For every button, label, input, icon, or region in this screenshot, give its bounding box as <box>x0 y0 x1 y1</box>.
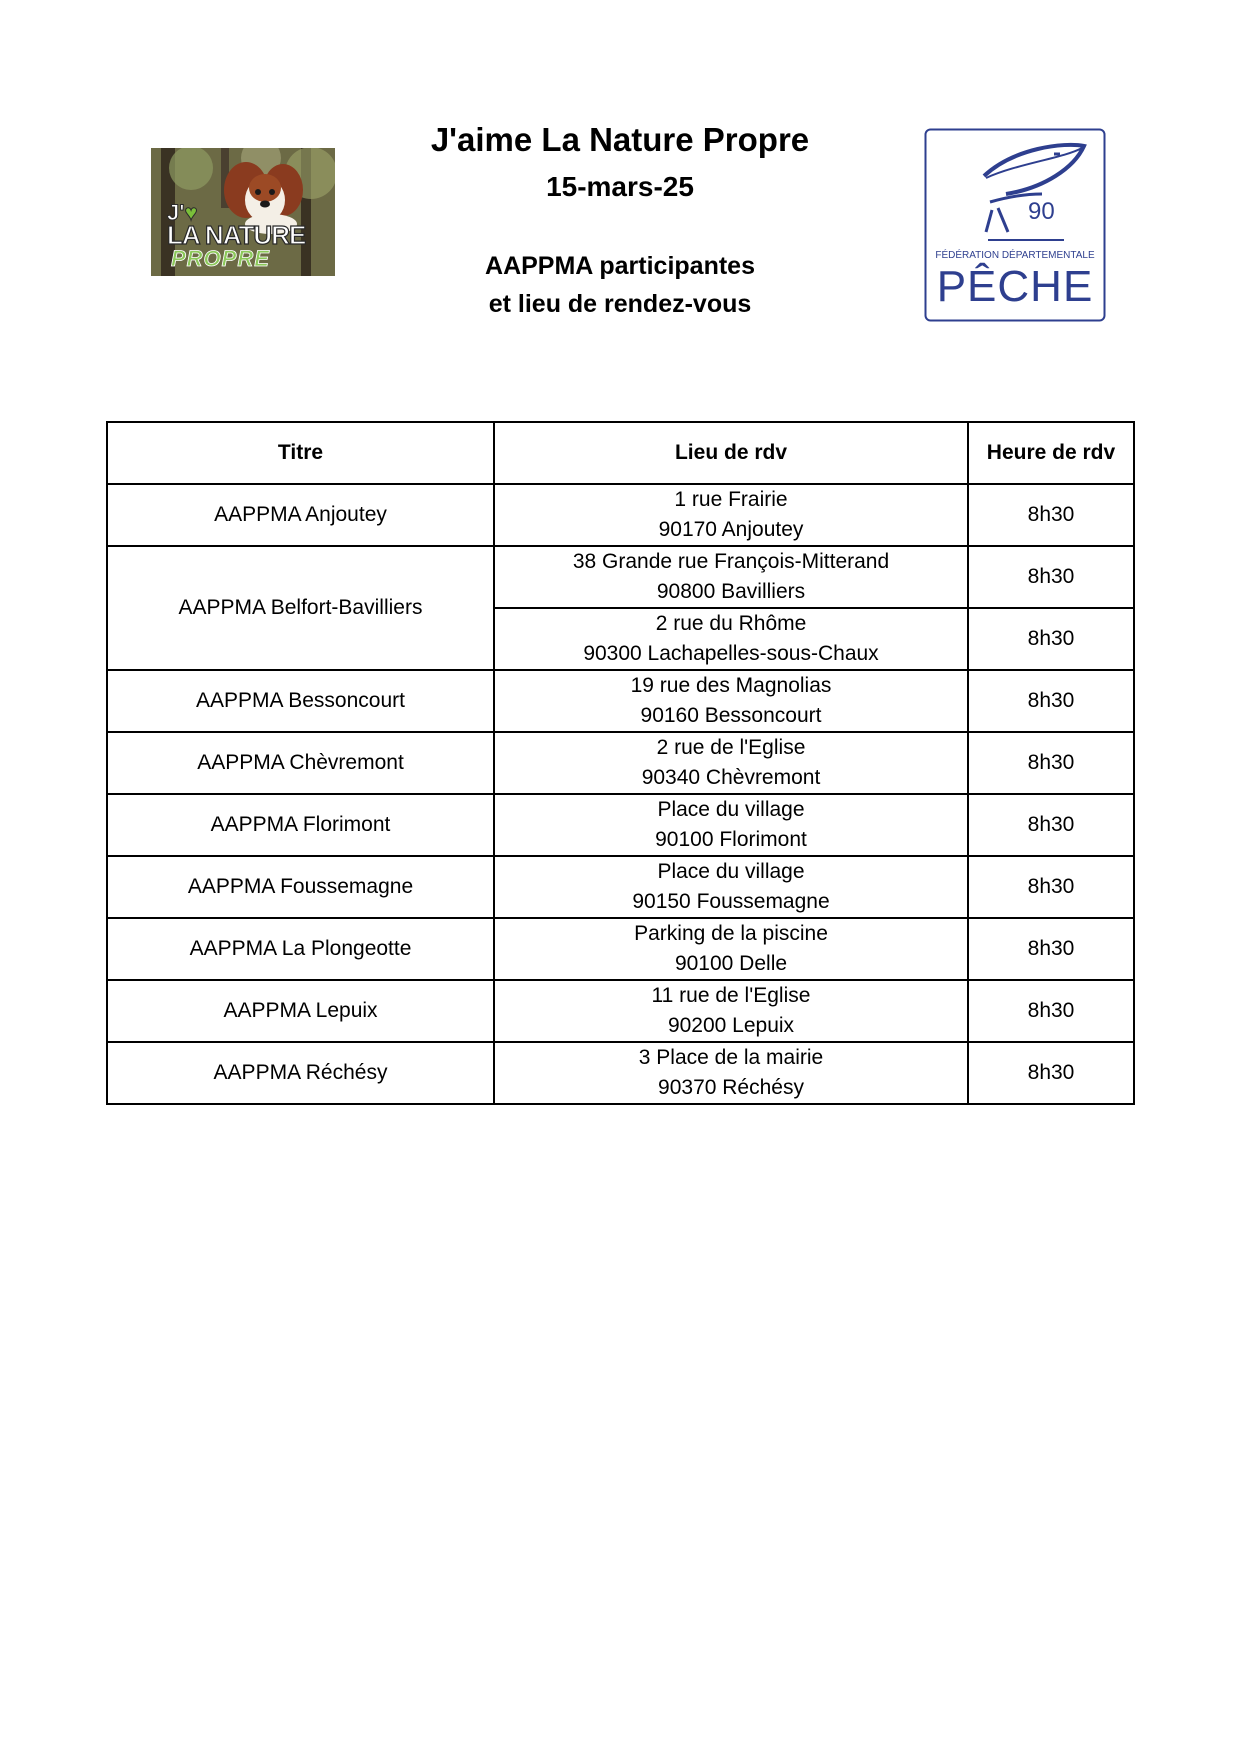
cell-lieu <box>494 608 968 670</box>
cell-heure: 8h30 <box>968 794 1134 856</box>
jaime-la-nature-propre-logo <box>151 148 335 276</box>
federation-caption: FÉDÉRATION DÉPARTEMENTALE <box>935 250 1095 261</box>
logo-propre-text: PROPRE <box>171 246 270 271</box>
address-line-2: 90800 Bavilliers <box>656 580 806 603</box>
address-line-1: Place du village <box>657 798 805 821</box>
header-heure: Heure de rdv <box>968 422 1134 484</box>
address-line-1: 3 Place de la mairie <box>638 1046 824 1069</box>
header-lieu: Lieu de rdv <box>494 422 968 484</box>
address-line-2: 90150 Foussemagne <box>632 890 830 913</box>
subtitle-line-2: et lieu de rendez-vous <box>488 290 752 318</box>
address-line-1: 19 rue des Magnolias <box>630 674 832 697</box>
federation-number: 90 <box>1028 198 1055 225</box>
table-row <box>107 856 1134 918</box>
table-row <box>107 484 1134 546</box>
cell-lieu <box>494 856 968 918</box>
cell-lieu <box>494 732 968 794</box>
address-line-1: 11 rue de l'Eglise <box>651 984 811 1007</box>
cell-titre: AAPPMA Belfort-Bavilliers <box>107 546 494 670</box>
cell-heure: 8h30 <box>968 608 1134 670</box>
logo-nature-text: LA NATURE <box>167 220 306 250</box>
cell-heure: 8h30 <box>968 732 1134 794</box>
address-line-2: 90170 Anjoutey <box>658 518 804 541</box>
table-row <box>107 546 1134 608</box>
address-line-1: 1 rue Frairie <box>674 488 788 511</box>
cell-lieu <box>494 794 968 856</box>
table-row <box>107 670 1134 732</box>
federation-peche-logo <box>924 128 1106 322</box>
cell-lieu <box>494 918 968 980</box>
address-line-2: 90100 Florimont <box>655 828 807 851</box>
cell-heure: 8h30 <box>968 856 1134 918</box>
event-date: 15-mars-25 <box>546 171 694 202</box>
cell-titre: AAPPMA Florimont <box>107 794 494 856</box>
address-line-2: 90160 Bessoncourt <box>640 704 822 727</box>
address-line-2: 90370 Réchésy <box>658 1076 804 1099</box>
address-line-2: 90300 Lachapelles-sous-Chaux <box>583 642 879 665</box>
subtitle-line-1: AAPPMA participantes <box>485 252 755 280</box>
cell-heure: 8h30 <box>968 918 1134 980</box>
cell-heure: 8h30 <box>968 1042 1134 1104</box>
table-header-row <box>107 422 1134 484</box>
heart-icon: ♥ <box>184 200 198 225</box>
address-line-1: Place du village <box>657 860 805 883</box>
cell-heure: 8h30 <box>968 546 1134 608</box>
table-row <box>107 732 1134 794</box>
rendezvous-table <box>106 421 1135 1105</box>
cell-titre: AAPPMA Réchésy <box>107 1042 494 1104</box>
table-row <box>107 918 1134 980</box>
cell-titre: AAPPMA Chèvremont <box>107 732 494 794</box>
address-line-1: 38 Grande rue François-Mitterand <box>572 550 890 573</box>
federation-word: PÊCHE <box>936 262 1094 311</box>
cell-heure: 8h30 <box>968 484 1134 546</box>
address-line-2: 90200 Lepuix <box>667 1014 795 1037</box>
header-titre: Titre <box>107 422 494 484</box>
table-row <box>107 794 1134 856</box>
cell-lieu <box>494 670 968 732</box>
cell-heure: 8h30 <box>968 980 1134 1042</box>
table-row <box>107 980 1134 1042</box>
address-line-1: 2 rue de l'Eglise <box>656 736 806 759</box>
address-line-2: 90100 Delle <box>674 952 788 975</box>
logo-j-text: J' <box>167 200 185 225</box>
cell-lieu <box>494 484 968 546</box>
cell-heure: 8h30 <box>968 670 1134 732</box>
address-line-1: 2 rue du Rhôme <box>655 612 807 635</box>
cell-lieu <box>494 546 968 608</box>
table-row <box>107 1042 1134 1104</box>
page-title: J'aime La Nature Propre <box>430 121 810 158</box>
address-line-2: 90340 Chèvremont <box>641 766 821 789</box>
cell-lieu <box>494 1042 968 1104</box>
cell-titre: AAPPMA Lepuix <box>107 980 494 1042</box>
cell-lieu <box>494 980 968 1042</box>
address-line-1: Parking de la piscine <box>634 922 828 945</box>
cell-titre: AAPPMA Anjoutey <box>107 484 494 546</box>
cell-titre: AAPPMA Foussemagne <box>107 856 494 918</box>
cell-titre: AAPPMA Bessoncourt <box>107 670 494 732</box>
cell-titre: AAPPMA La Plongeotte <box>107 918 494 980</box>
